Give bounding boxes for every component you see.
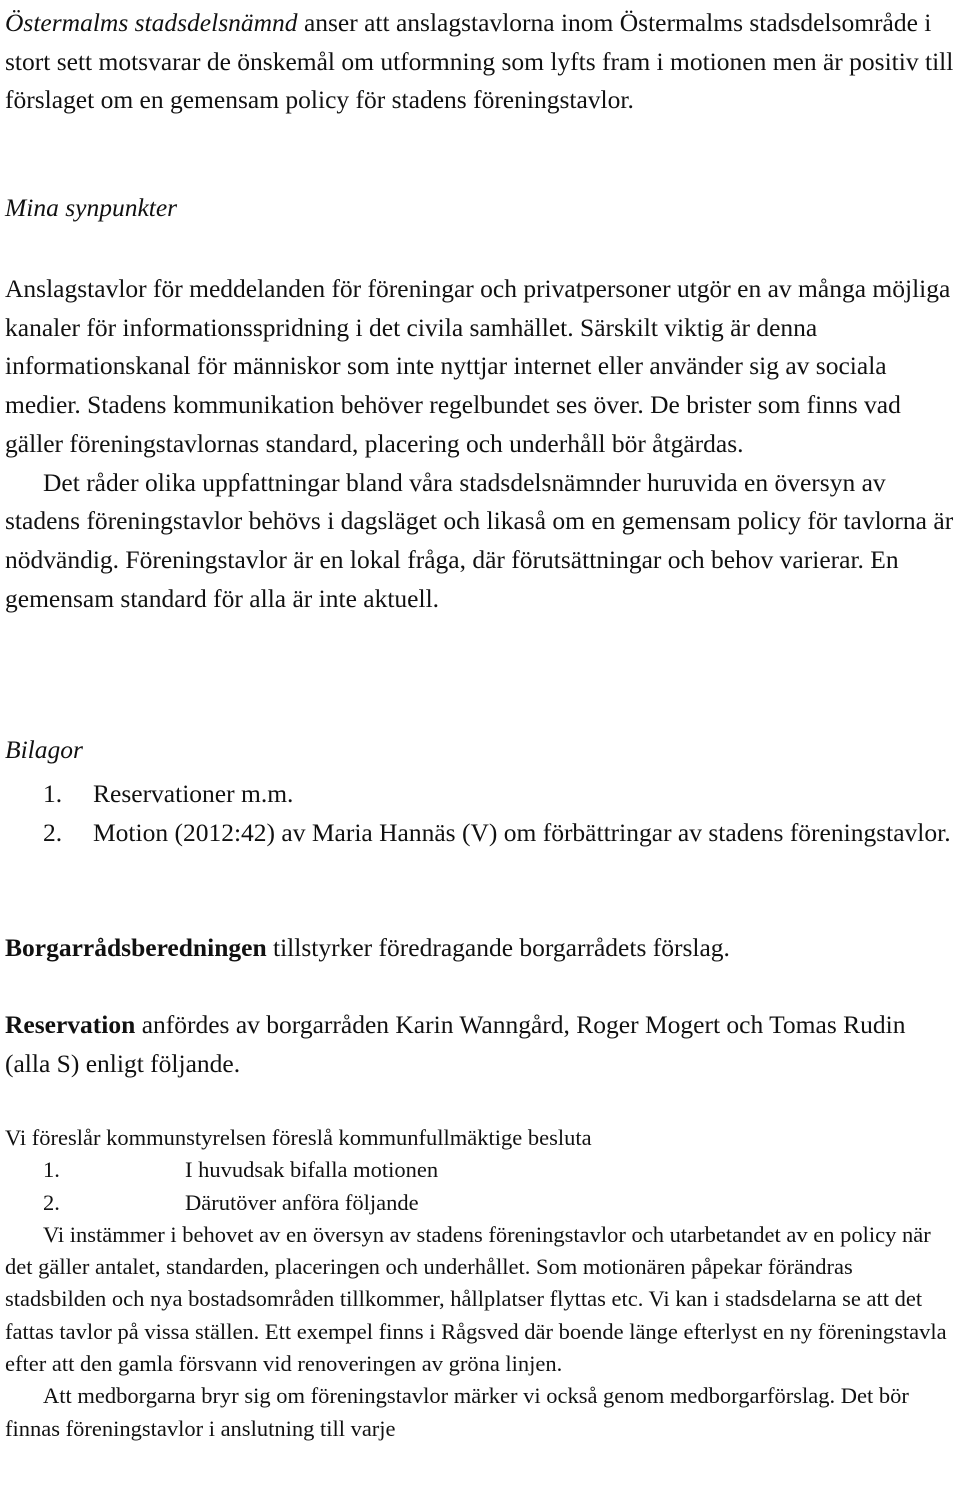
paragraph-ostermalm — [5, 4, 955, 120]
list-item — [5, 814, 955, 853]
list-text: I huvudsak bifalla motionen — [185, 1157, 439, 1183]
paragraph-borgarradsberedningen — [5, 929, 730, 968]
paragraph-text: tillstyrker föredragande borgarrådets förslag. — [266, 933, 730, 962]
paragraph-text: anfördes av borgarråden Karin Wanngård, Roger Mogert och Tomas Rudin (alla S) enligt följande. — [5, 1010, 906, 1078]
paragraph-synpunkter — [5, 270, 957, 618]
list-number: 2. — [43, 1189, 60, 1215]
list-number: 2. — [43, 817, 63, 847]
reservation-intro: Vi föreslår kommunstyrelsen föreslå kommunfullmäktige besluta — [5, 1125, 592, 1150]
paragraph-reservation — [5, 1006, 955, 1083]
bold-lead: Reservation — [5, 1010, 136, 1039]
paragraph-text: Anslagstavlor för meddelanden för föreningar och privatpersoner utgör en av många möjliga kanaler för informationsspridning i det civila samhället. Särskilt viktig är denna informationskanal för människor som inte nyttjar internet eller använder sig av sociala medier. Stadens kommunikation behöver regelbundet ses över. De brister som finns vad gäller föreningstavlornas standard, placering och underhåll bör åtgärdas. — [5, 274, 951, 458]
list-item — [5, 775, 955, 814]
paragraph-text: anser att anslagstavlorna inom Östermalms stadsdelsområde i stort sett motsvarar de önskemål om utformning som lyfts fram i motionen men är positiv till förslaget om en gemensam policy för stadens föreningstavlor. — [5, 8, 954, 114]
list-text: Reservationer m.m. — [93, 779, 294, 808]
list-text: Därutöver anföra följande — [185, 1189, 419, 1215]
heading-bilagor: Bilagor — [5, 735, 83, 764]
list-item — [5, 1187, 957, 1219]
paragraph-text: Det råder olika uppfattningar bland våra stadsdelsnämnder huruvida en översyn av stadens föreningstavlor behövs i dagsläget och likaså om en gemensam policy för tavlorna är nödvändig. Föreningstavlor är en lokal fråga, där förutsättningar och behov varierar. En gemensam standard för alla är inte aktuell. — [5, 467, 954, 613]
italic-lead: Östermalms stadsdelsnämnd — [5, 8, 298, 37]
list-text: Motion (2012:42) av Maria Hannäs (V) om förbättringar av stadens föreningstavlor. — [93, 817, 951, 847]
bilagor-list — [5, 775, 955, 852]
paragraph-text: Att medborgarna bryr sig om föreningstavlor märker vi också genom medborgarförslag. Det bör finnas föreningstavlor i anslutning till varje — [5, 1383, 909, 1441]
paragraph-text: Vi instämmer i behovet av en översyn av stadens föreningstavlor och utarbetandet av en policy när det gäller antalet, standarden, placeringen och underhållet. Som motionären påpekar förändras stadsbilden och nya bostadsområden tillkommer, hållplatser flyttas etc. Vi kan i stadsdelarna se att det fattas tavlor på vissa ställen. Ett exempel finns i Rågsved där boende länge efterlyst en ny föreningstavla efter att den gamla försvann vid renoveringen av gröna linjen. — [5, 1221, 947, 1377]
heading-mina-synpunkter: Mina synpunkter — [5, 193, 178, 222]
reservation-text — [5, 1122, 957, 1445]
list-number: 1. — [43, 1157, 60, 1183]
list-item — [5, 1154, 957, 1186]
bold-lead: Borgarrådsberedningen — [5, 933, 267, 962]
list-number: 1. — [43, 779, 63, 808]
